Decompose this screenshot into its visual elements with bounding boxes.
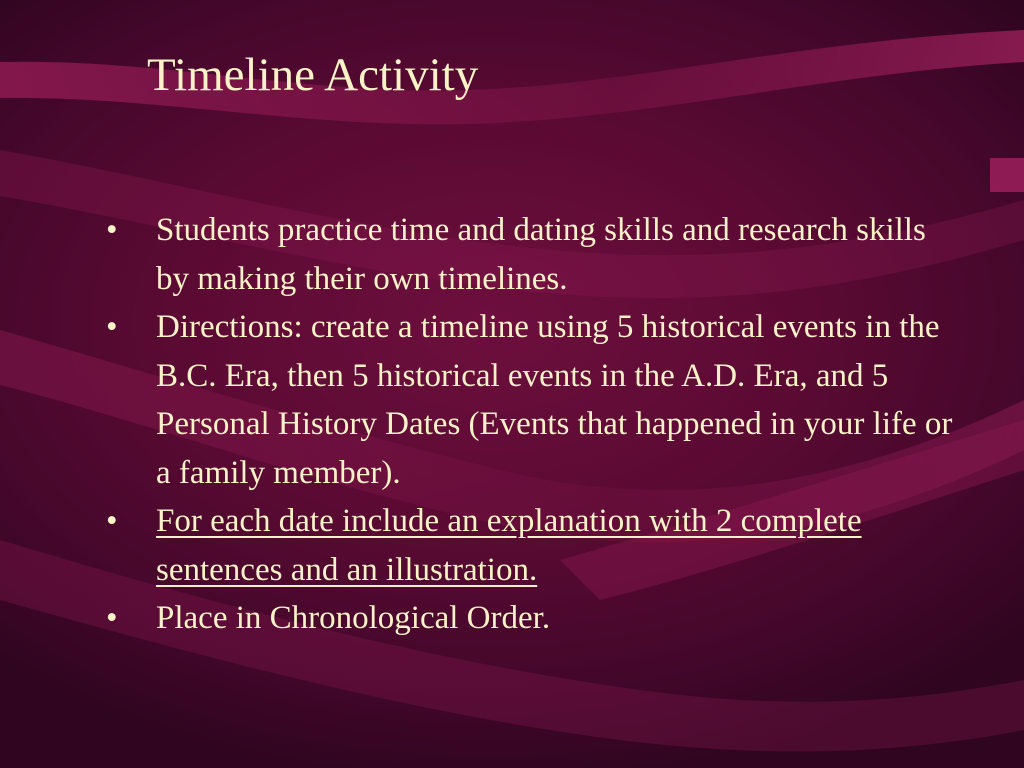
bullet-text-underlined: For each date include an explanation with 2 complete sentences and an illustration.: [156, 503, 862, 588]
bullet-item: [102, 497, 962, 594]
bullet-marker: •: [106, 309, 118, 345]
bullet-marker: •: [106, 600, 118, 636]
right-edge-tab: [990, 158, 1024, 192]
bullet-text: Directions: create a timeline using 5 historical events in the B.C. Era, then 5 historical events in the A.D. Era, and 5 Personal History Dates (Events that happened in your life or a family member).: [156, 309, 953, 491]
bullet-item: [102, 303, 962, 497]
slide-title: Timeline Activity: [147, 49, 479, 101]
bullet-text: Students practice time and dating skills and research skills by making their own timelines.: [156, 212, 926, 297]
bullet-item: [102, 206, 962, 303]
bullet-text: Place in Chronological Order.: [156, 600, 551, 636]
bullet-marker: •: [106, 503, 118, 539]
bullet-list: [102, 206, 962, 643]
bullet-marker: •: [106, 212, 118, 248]
bullet-item: [102, 594, 962, 643]
